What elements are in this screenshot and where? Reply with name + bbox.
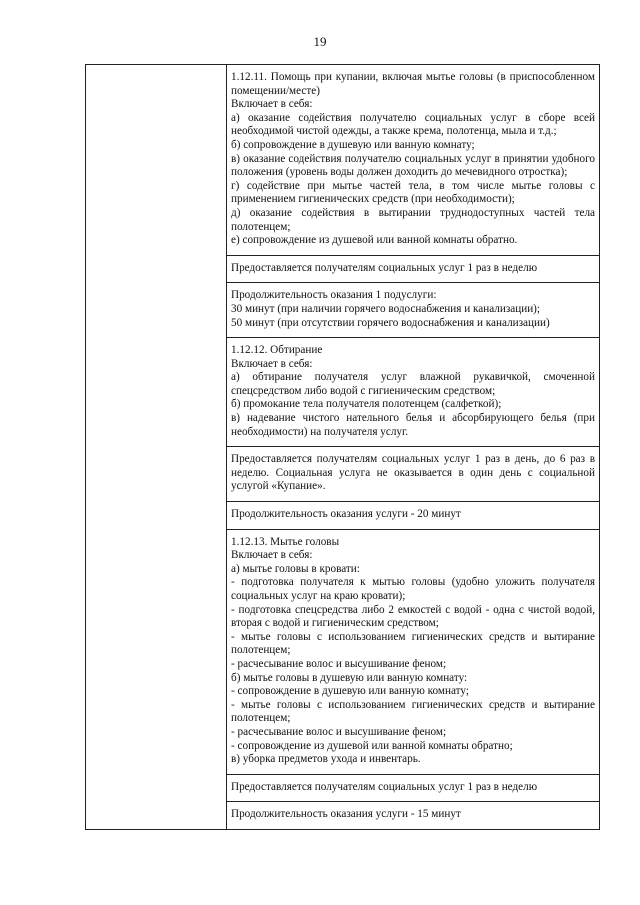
service-title: 1.12.13. Мытье головы: [231, 535, 340, 548]
table-row: [86, 65, 600, 256]
service-1-12-13-duration: [227, 802, 600, 830]
list-item: б) мытье головы в душевую или ванную комнату:: [231, 671, 468, 684]
frequency-text: Предоставляется получателям социальных услуг 1 раз в день, до 6 раз в неделю. Социальная услуга не оказывается в один день с социальной услугой «Купание».: [231, 453, 595, 493]
list-item: - подготовка получателя к мытью головы (удобно уложить получателя социальных услуг на краю кровати);: [231, 576, 595, 602]
list-item: г) содействие при мытье частей тела, в том числе мытье головы с применением гигиенических средств (при необходимости);: [231, 179, 595, 206]
includes-label: Включает в себя:: [231, 357, 313, 370]
list-item: а) мытье головы в кровати:: [231, 562, 360, 575]
list-item: - мытье головы с использованием гигиенических средств и вытирание полотенцем;: [231, 630, 595, 657]
frequency-text: Предоставляется получателям социальных услуг 1 раз в неделю: [231, 780, 538, 793]
service-1-12-11-frequency: [227, 255, 600, 283]
page-number: 19: [313, 34, 327, 49]
list-item: е) сопровождение из душевой или ванной комнаты обратно.: [231, 234, 518, 247]
list-item: - сопровождение из душевой или ванной комнаты обратно;: [231, 739, 513, 752]
list-item: а) оказание содействия получателю социальных услуг в сборе всей необходимой чистой одежды, а также крема, полотенца, мыла и т.д.;: [231, 111, 595, 138]
list-item: в) уборка предметов ухода и инвентарь.: [231, 753, 421, 766]
service-1-12-12-duration: [227, 502, 600, 530]
duration-label: Продолжительность оказания 1 подуслуги:: [231, 289, 437, 302]
service-1-12-13-frequency: [227, 774, 600, 802]
service-1-12-11-description: [227, 65, 600, 256]
service-1-12-13-description: [227, 529, 600, 774]
list-item: - подготовка спецсредства либо 2 емкостей с водой - одна с чистой водой, вторая с водой и гигиеническим средством;: [231, 603, 595, 630]
service-1-12-11-duration: [227, 283, 600, 338]
left-column-cell: [86, 65, 227, 830]
services-table: [85, 64, 600, 830]
list-item: а) обтирание получателя услуг влажной рукавичкой, смоченной спецсредством либо водой с гигиеническим средством;: [231, 371, 595, 397]
duration-option: 50 минут (при отсутствии горячего водоснабжения и канализации): [231, 316, 550, 329]
duration-text: Продолжительность оказания услуги - 15 минут: [231, 808, 461, 821]
service-1-12-12-frequency: [227, 447, 600, 502]
includes-label: Включает в себя:: [231, 549, 313, 562]
list-item: б) сопровождение в душевую или ванную комнату;: [231, 138, 475, 151]
list-item: в) надевание чистого нательного белья и абсорбирующего белья (при необходимости) на получателя услуг.: [231, 412, 595, 438]
list-item: б) промокание тела получателя полотенцем (салфеткой);: [231, 398, 502, 411]
service-1-12-12-description: [227, 338, 600, 447]
list-item: - мытье головы с использованием гигиенических средств и вытирание полотенцем;: [231, 698, 595, 725]
list-item: д) оказание содействия в вытирании труднодоступных частей тела полотенцем;: [231, 206, 595, 233]
list-item: - расчесывание волос и высушивание феном;: [231, 725, 447, 738]
duration-option: 30 минут (при наличии горячего водоснабжения и канализации);: [231, 302, 541, 315]
service-title: 1.12.11. Помощь при купании, включая мытье головы (в приспособленном помещении/месте): [231, 71, 595, 97]
list-item: - сопровождение в душевую или ванную комнату;: [231, 685, 469, 698]
includes-label: Включает в себя:: [231, 98, 313, 111]
list-item: - расчесывание волос и высушивание феном;: [231, 657, 447, 670]
service-title: 1.12.12. Обтирание: [231, 344, 323, 357]
frequency-text: Предоставляется получателям социальных услуг 1 раз в неделю: [231, 261, 538, 274]
duration-text: Продолжительность оказания услуги - 20 минут: [231, 508, 461, 521]
list-item: в) оказание содействия получателю социальных услуг в принятии удобного положения (уровень воды должен доходить до мечевидного отростка);: [231, 152, 595, 179]
